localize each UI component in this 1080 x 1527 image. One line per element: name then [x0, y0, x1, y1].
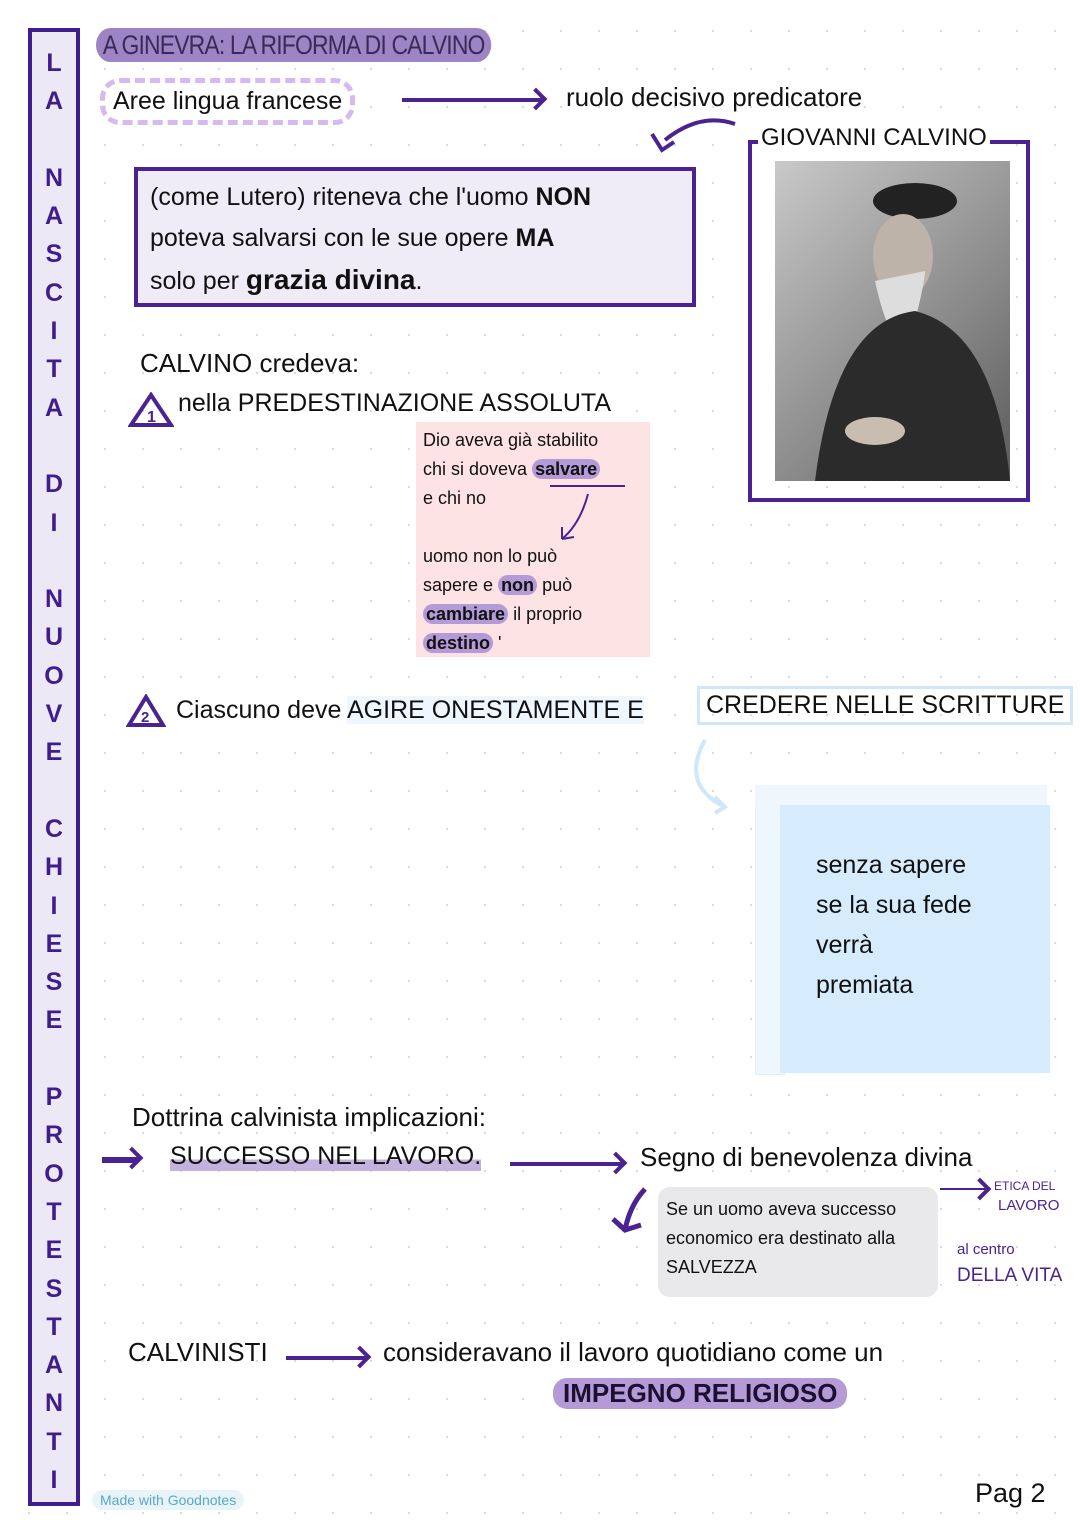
text: può	[537, 575, 573, 595]
arrow-icon	[940, 1188, 986, 1190]
box-shadow	[755, 785, 1047, 807]
vertical-title	[32, 44, 76, 1499]
text: .	[415, 267, 423, 295]
highlight: destino	[423, 633, 493, 653]
title-letter: I	[50, 1465, 58, 1494]
role-text: ruolo decisivo predicatore	[566, 82, 863, 112]
down-arrow-icon	[605, 1185, 651, 1237]
svg-text:2: 2	[141, 709, 150, 726]
text: poteva salvarsi con le sue opere	[150, 224, 516, 252]
title-letter: N	[44, 163, 64, 192]
title-letter: T	[46, 1197, 62, 1226]
title-letter	[51, 772, 58, 810]
text: il proprio	[508, 604, 583, 624]
doctrine-heading: Dottrina calvinista implicazioni:	[132, 1102, 487, 1132]
text: premiata	[816, 971, 914, 999]
arrow-icon	[510, 1162, 622, 1166]
bold-text: grazia divina	[245, 264, 416, 295]
arrow-icon	[402, 98, 542, 102]
calvinists-text: consideravano il lavoro quotidiano come un	[383, 1337, 884, 1367]
title-letter: P	[45, 1083, 63, 1112]
title-letter: E	[45, 1236, 63, 1265]
title-letter: C	[44, 278, 64, 307]
curved-arrow-icon	[630, 112, 740, 157]
down-arrow-icon	[550, 484, 630, 544]
title-letter: O	[44, 661, 64, 690]
text: se la sua fede	[816, 891, 972, 919]
title-letter: T	[46, 355, 62, 384]
salvation-note: Se un uomo aveva successo economico era destinato alla SALVEZZA	[658, 1187, 938, 1297]
text: senza sapere	[816, 851, 967, 879]
title-letter: A	[44, 202, 64, 231]
honesty-text	[176, 696, 644, 725]
belief-heading: CALVINO credeva:	[140, 348, 360, 378]
title-letter: E	[45, 929, 63, 958]
title-letter: S	[45, 968, 63, 997]
arrow-icon	[102, 1157, 138, 1163]
title-letter: A	[44, 87, 64, 116]
title-letter: N	[44, 585, 64, 614]
title-letter: E	[45, 738, 63, 767]
title-letter: O	[44, 1159, 64, 1188]
title-letter: V	[45, 700, 63, 729]
svg-text:1: 1	[147, 409, 156, 426]
section-title: A GINEVRA: LA RIFORMA DI CALVINO	[96, 28, 491, 62]
text: verrà	[816, 931, 873, 959]
calvinists-label: CALVINISTI	[128, 1337, 268, 1367]
title-letter: T	[46, 1427, 62, 1456]
title-letter: E	[45, 1006, 63, 1035]
calvin-portrait-image	[775, 161, 1010, 481]
title-letter: T	[46, 1312, 62, 1341]
text: '	[493, 633, 502, 653]
predestination-text: nella PREDESTINAZIONE ASSOLUTA	[178, 389, 611, 417]
title-letter: U	[44, 623, 64, 652]
benevolence-text: Segno di benevolenza divina	[640, 1142, 973, 1172]
title-letter: H	[44, 853, 64, 882]
religious-commitment-highlight: IMPEGNO RELIGIOSO	[553, 1378, 847, 1409]
scripture-box: CREDERE NELLE SCRITTURE	[697, 686, 1073, 725]
title-letter: C	[44, 814, 64, 843]
text: AGIRE ONESTAMENTE E	[346, 696, 644, 724]
title-letter	[51, 542, 58, 580]
title-letter	[51, 427, 58, 465]
title-letter: L	[46, 49, 62, 77]
title-letter: I	[50, 508, 58, 537]
title-letter: A	[44, 393, 64, 422]
page-number: Pag 2	[975, 1478, 1046, 1508]
bold-text: MA	[515, 224, 555, 252]
title-letter: S	[45, 240, 63, 269]
title-letter	[51, 1040, 58, 1078]
center-text: al centro	[957, 1241, 1015, 1258]
goodnotes-watermark: Made with Goodnotes	[92, 1490, 244, 1510]
title-letter: N	[44, 1389, 64, 1418]
highlight: cambiare	[423, 604, 508, 624]
text: Ciascuno deve	[176, 696, 347, 724]
arrow-icon	[286, 1356, 366, 1360]
success-text: SUCCESSO NEL LAVORO.	[170, 1142, 482, 1170]
title-letter: D	[44, 470, 64, 499]
ethic-text: ETICA DEL	[994, 1179, 1056, 1193]
ethic-text: LAVORO	[998, 1197, 1060, 1214]
text: uomo non lo può	[423, 546, 558, 566]
text: Dio aveva già stabilito	[423, 430, 599, 450]
areas-bubble: Aree lingua francese	[100, 78, 355, 125]
center-text: DELLA VITA	[957, 1265, 1063, 1286]
text: chi si doveva	[423, 459, 533, 479]
title-letter: I	[50, 891, 58, 920]
vertical-title-bar	[28, 28, 80, 1506]
text: solo per	[150, 267, 246, 295]
warning-triangle-icon	[126, 694, 166, 728]
bold-text: NON	[535, 183, 592, 211]
title-letter: R	[44, 1121, 64, 1150]
curved-arrow-icon	[680, 735, 740, 815]
text: e chi no	[423, 488, 487, 508]
text: (come Lutero) riteneva che l'uomo	[150, 183, 536, 211]
grace-box	[134, 167, 696, 307]
text: sapere e	[423, 575, 499, 595]
title-letter: I	[50, 317, 58, 346]
title-letter: A	[44, 1351, 64, 1380]
highlight: non	[498, 575, 537, 595]
highlight: salvare	[532, 459, 600, 479]
warning-triangle-icon	[128, 392, 174, 428]
portrait-caption: GIOVANNI CALVINO	[758, 124, 990, 152]
title-letter: S	[45, 1274, 63, 1303]
faith-text	[816, 845, 972, 1005]
title-letter	[51, 121, 58, 159]
